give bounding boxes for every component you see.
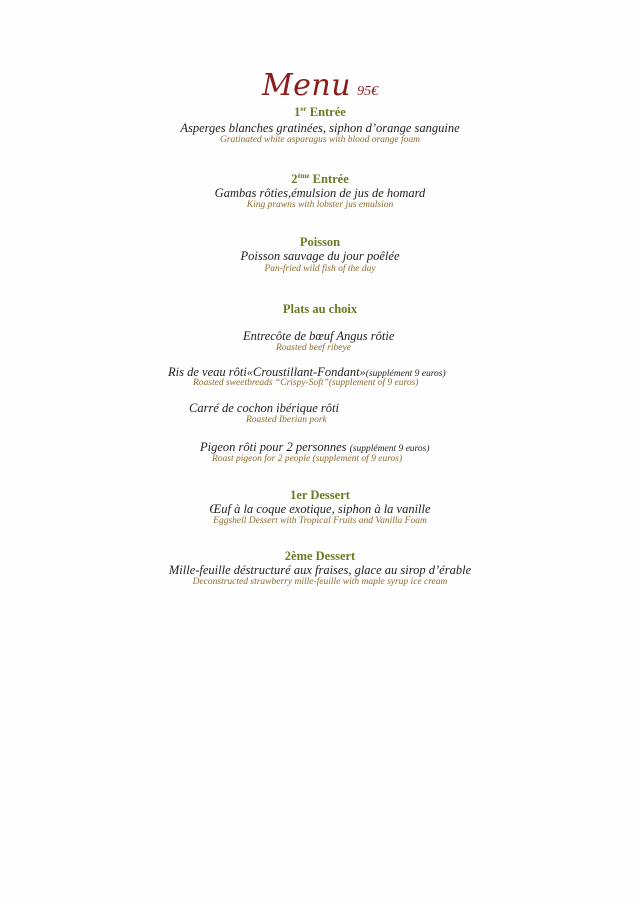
supplement-note: (supplément 9 euros) <box>349 444 430 454</box>
main-item-en: Roasted Iberian pork <box>246 415 327 425</box>
main-item-fr: Entrecôte de bœuf Angus rôtie <box>243 329 395 343</box>
main-item-en: Roasted beef ribeye <box>276 343 351 353</box>
main-item-fr: Pigeon rôti pour 2 personnes (supplément 9 euros) <box>200 440 430 454</box>
main-item-fr: Ris de veau rôti«Croustillant-Fondant»(supplément 9 euros) <box>168 365 446 379</box>
dessert1-heading: 1er Dessert <box>290 488 350 502</box>
menu-price: 95€ <box>357 84 379 99</box>
menu-title <box>0 68 640 103</box>
fish-fr: Poisson sauvage du jour poêlée <box>240 249 400 263</box>
mains-heading: Plats au choix <box>282 302 358 316</box>
fish-heading: Poisson <box>299 235 341 249</box>
dessert2-fr: Mille-feuille déstructuré aux fraises, glace au sirop d’érable <box>168 563 472 577</box>
starter1-heading: 1er Entrée <box>294 105 346 119</box>
main-item-en: Roasted sweetbreads “Crispy-Soft”(supplement of 9 euros) <box>193 378 419 388</box>
dessert2-en: Deconstructed strawberry mille-feuille with maple syrup ice cream <box>192 577 448 587</box>
supplement-note: (supplément 9 euros) <box>365 369 446 379</box>
dessert2-heading: 2ème Dessert <box>284 549 356 563</box>
starter1-en: Gratinated white asparagus with blood orange foam <box>219 135 421 145</box>
starter2-heading: 2ème Entrée <box>291 172 349 186</box>
starter2-en: King prawns with lobster jus emulsion <box>246 200 394 210</box>
dessert1-en: Eggshell Dessert with Tropical Fruits and Vanilla Foam <box>213 516 427 526</box>
starter1-fr: Asperges blanches gratinées, siphon d’orange sanguine <box>180 121 460 135</box>
main-item-fr: Carré de cochon ibérique rôti <box>189 401 339 415</box>
starter2-fr: Gambas rôties,émulsion de jus de homard <box>214 186 426 200</box>
menu-title-text: Menu <box>261 68 352 103</box>
main-item-en: Roast pigeon for 2 people (supplement of 9 euros) <box>212 454 403 464</box>
fish-en: Pan-fried wild fish of the day <box>264 264 376 274</box>
dessert1-fr: Œuf à la coque exotique, siphon à la vanille <box>209 502 431 516</box>
